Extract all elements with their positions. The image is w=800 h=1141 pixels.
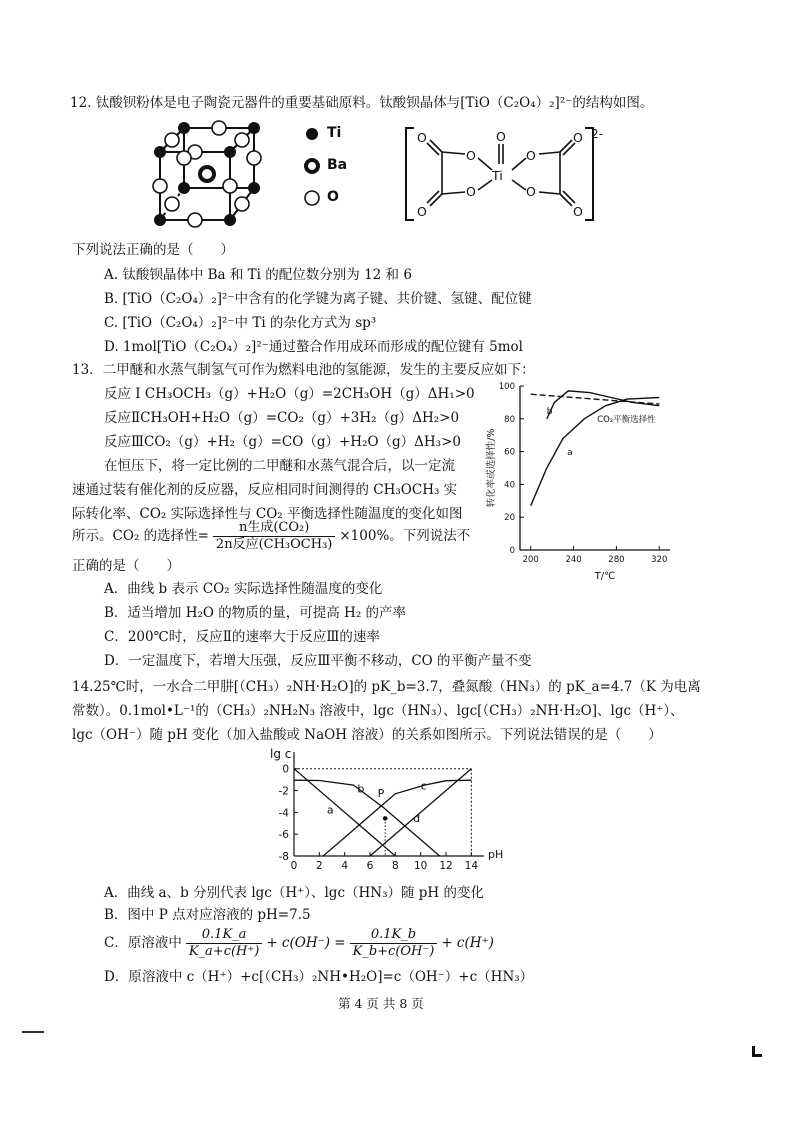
point-p-label: P <box>377 787 385 801</box>
o-atom <box>188 213 202 227</box>
x-axis-title: pH <box>488 848 504 861</box>
q13-body-2: 速通过装有催化剂的反应器，反应相同时间测得的 CH₃OCH₃ 实 <box>72 482 458 498</box>
x-tick-label: 240 <box>565 555 582 565</box>
y-tick-label: 80 <box>504 414 515 425</box>
q14-option-a: A．曲线 a、b 分别代表 lgc（H⁺）、lgc（HN₃）随 pH 的变化 <box>104 885 484 901</box>
option-c-middle: + c(OH⁻) = <box>266 935 346 951</box>
o-atom <box>223 179 237 193</box>
q14-stem-3: lgc（OH⁻）随 pH 变化（加入盐酸或 NaOH 溶液）的关系如图所示。下列说法错误的是（ ） <box>72 727 662 743</box>
selectivity-denominator: 2n反应(CH₃OCH₃) <box>215 537 333 552</box>
ion-o-atom: O <box>573 130 583 145</box>
ti-legend-icon <box>306 128 318 140</box>
o-atom <box>153 179 167 193</box>
ti-legend-label: Ti <box>327 125 342 141</box>
x-tick-label: 320 <box>651 555 668 565</box>
option-c-num-2: 0.1K_b <box>350 927 438 944</box>
x-tick-label: 8 <box>391 860 399 872</box>
o-atom <box>165 133 179 147</box>
o-legend-icon <box>305 191 319 205</box>
o-legend-label: O <box>327 189 339 205</box>
q12-option-b: B. [TiO（C₂O₄）₂]²⁻中含有的化学键为离子键、共价键、氢键、配位键 <box>104 291 532 307</box>
x-tick-label: 200 <box>522 555 539 565</box>
ion-o-atom: O <box>466 184 476 199</box>
y-tick-label: -2 <box>278 785 289 798</box>
q13-body-1: 在恒压下，将一定比例的二甲醚和水蒸气混合后，以一定流 <box>104 458 455 474</box>
q14-stem-2: 常数）。0.1mol•L⁻¹的（CH₃）₂NH₂N₃ 溶液中，lgc（HN₃）、lgc[（CH₃）₂NH·H₂O]、lgc（H⁺）、 <box>72 703 684 719</box>
option-c-fraction-1 <box>186 927 262 960</box>
x-tick-label: 12 <box>439 860 453 872</box>
ion-o-atom: O <box>466 148 476 163</box>
x-tick-label: 0 <box>290 860 298 872</box>
option-c-num-1: 0.1K_a <box>186 927 262 944</box>
q14-option-b: B．图中 P 点对应溶液的 pH=7.5 <box>104 907 311 923</box>
equilibrium-annotation: CO₂平衡选择性 <box>597 415 656 426</box>
o-atom <box>177 151 191 165</box>
ti-atom <box>224 214 236 226</box>
series-label-d: d <box>413 812 421 826</box>
q14-stem-1: 14.25℃时，一水合二甲肼[（CH₃）₂NH·H₂O]的 pK_b=3.7，叠氮酸（HN₃）的 pK_a=4.7（K 为电离 <box>72 679 701 695</box>
o-atom <box>212 121 226 135</box>
option-c-fraction-2 <box>350 927 438 960</box>
x-axis-title: T/℃ <box>594 571 616 582</box>
ba-legend-label: Ba <box>327 157 348 173</box>
ion-o-atom: O <box>417 130 427 145</box>
ti-atom <box>248 122 260 134</box>
o-atom <box>235 197 249 211</box>
q14-option-c-prefix: C．原溶液中 <box>104 935 182 951</box>
q12-stem: 12. 钛酸钡粉体是电子陶瓷元器件的重要基础原料。钛酸钡晶体与[TiO（C₂O₄）₂]²⁻的结构如图。 <box>70 95 654 111</box>
o-atom <box>165 197 179 211</box>
ti-atom <box>154 146 166 158</box>
x-tick-label: 10 <box>413 860 428 872</box>
ion-ti-atom: Ti <box>492 168 503 183</box>
q13-reaction-1: 反应 I CH₃OCH₃（g）+H₂O（g）=2CH₃OH（g）ΔH₁>0 <box>104 386 475 402</box>
y-tick-label: 40 <box>504 480 515 491</box>
q13-option-d: D．一定温度下，若增大压强，反应Ⅲ平衡不移动，CO 的平衡产量不变 <box>104 653 532 669</box>
x-tick-label: 4 <box>341 860 349 872</box>
q13-option-a: A．曲线 b 表示 CO₂ 实际选择性随温度的变化 <box>104 581 383 597</box>
x-tick-label: 14 <box>464 860 479 872</box>
crystal-legend <box>303 124 383 214</box>
ion-o-atom: O <box>526 184 536 199</box>
ion-o-atom: O <box>573 204 583 219</box>
o-atom <box>235 133 249 147</box>
q13-reaction-3: 反应ⅢCO₂（g）+H₂（g）=CO（g）+H₂O（g）ΔH₃>0 <box>104 434 461 450</box>
ion-o-atom: O <box>496 129 506 144</box>
series-label-c: c <box>420 779 427 793</box>
y-tick-label: 100 <box>498 382 515 392</box>
conversion-selectivity-chart <box>480 378 690 588</box>
y-tick-label: 20 <box>504 513 515 524</box>
y-axis-title: lg c <box>270 747 292 761</box>
q13-option-c: C．200℃时，反应Ⅱ的速率大于反应Ⅲ的速率 <box>104 629 380 645</box>
q13-prompt: 正确的是（ ） <box>72 558 180 574</box>
option-c-suffix: + c(H⁺) <box>441 935 494 951</box>
q12-prompt: 下列说法正确的是（ ） <box>72 242 234 258</box>
series-label-b: b <box>357 782 365 796</box>
y-tick-label: 60 <box>504 447 515 458</box>
series-line-a <box>294 769 395 856</box>
selectivity-numerator: n生成(CO₂) <box>213 520 335 537</box>
series-label-a: a <box>326 803 334 817</box>
y-tick-label: 0 <box>282 763 289 776</box>
ba-atom <box>200 167 214 181</box>
barium-titanate-crystal-diagram <box>150 118 280 230</box>
q12-option-d: D. 1mol[TiO（C₂O₄）₂]²⁻通过螯合作用成环而形成的配位键有 5mol <box>104 339 523 355</box>
ion-o-atom: O <box>526 148 536 163</box>
q13-selectivity-suffix: ×100%。下列说法不 <box>339 528 471 544</box>
q13-stem: 13．二甲醚和水蒸气制氢气可作为燃料电池的氢能源，发生的主要反应如下： <box>72 362 535 378</box>
selectivity-fraction <box>213 520 335 553</box>
q13-reaction-2: 反应ⅡCH₃OH+H₂O（g）=CO₂（g）+3H₂（g）ΔH₂>0 <box>104 410 460 426</box>
q13-selectivity-prefix: 所示。CO₂ 的选择性= <box>72 528 209 544</box>
ti-atom <box>224 146 236 158</box>
titanyl-oxalate-ion-structure <box>402 124 607 224</box>
ion-charge: 2- <box>591 127 603 141</box>
y-tick-label: 0 <box>509 546 515 556</box>
lgc-ph-chart <box>262 742 510 884</box>
series-label-a: a <box>567 447 573 458</box>
q14-option-c <box>104 927 494 960</box>
series-line-c <box>319 780 471 859</box>
ion-o-atom: O <box>417 204 427 219</box>
scan-mark <box>22 1031 44 1033</box>
y-tick-label: -6 <box>278 829 289 842</box>
option-c-den-1: K_a+c(H⁺) <box>188 944 260 959</box>
ti-atom <box>248 182 260 194</box>
q12-option-a: A. 钛酸钡晶体中 Ba 和 Ti 的配位数分别为 12 和 6 <box>104 267 412 283</box>
series-label-b: b <box>546 406 553 417</box>
page-footer: 第 4 页 共 8 页 <box>338 996 424 1011</box>
x-tick-label: 6 <box>366 860 374 872</box>
ti-atom <box>178 182 190 194</box>
ti-atom <box>154 214 166 226</box>
o-atom <box>247 151 261 165</box>
q12-option-c: C. [TiO（C₂O₄）₂]²⁻中 Ti 的杂化方式为 sp³ <box>104 315 377 331</box>
q13-option-b: B．适当增加 H₂O 的物质的量，可提高 H₂ 的产率 <box>104 605 407 621</box>
scan-mark <box>752 1054 762 1057</box>
y-tick-label: -4 <box>278 807 289 820</box>
q13-body-3: 际转化率、CO₂ 实际选择性与 CO₂ 平衡选择性随温度的变化如图 <box>72 506 463 522</box>
option-c-den-2: K_b+c(OH⁻) <box>352 944 435 959</box>
ba-legend-icon <box>306 160 318 172</box>
x-tick-label: 280 <box>608 555 625 565</box>
ti-atom <box>178 122 190 134</box>
y-tick-label: -8 <box>278 851 289 863</box>
q13-selectivity-formula <box>72 520 470 553</box>
y-axis-title: 转化率或选择性/% <box>486 428 497 508</box>
x-tick-label: 2 <box>315 860 323 872</box>
q14-option-d: D．原溶液中 c（H⁺）+c[（CH₃）₂NH•H₂O]=c（OH⁻）+c（HN₃） <box>104 969 534 985</box>
